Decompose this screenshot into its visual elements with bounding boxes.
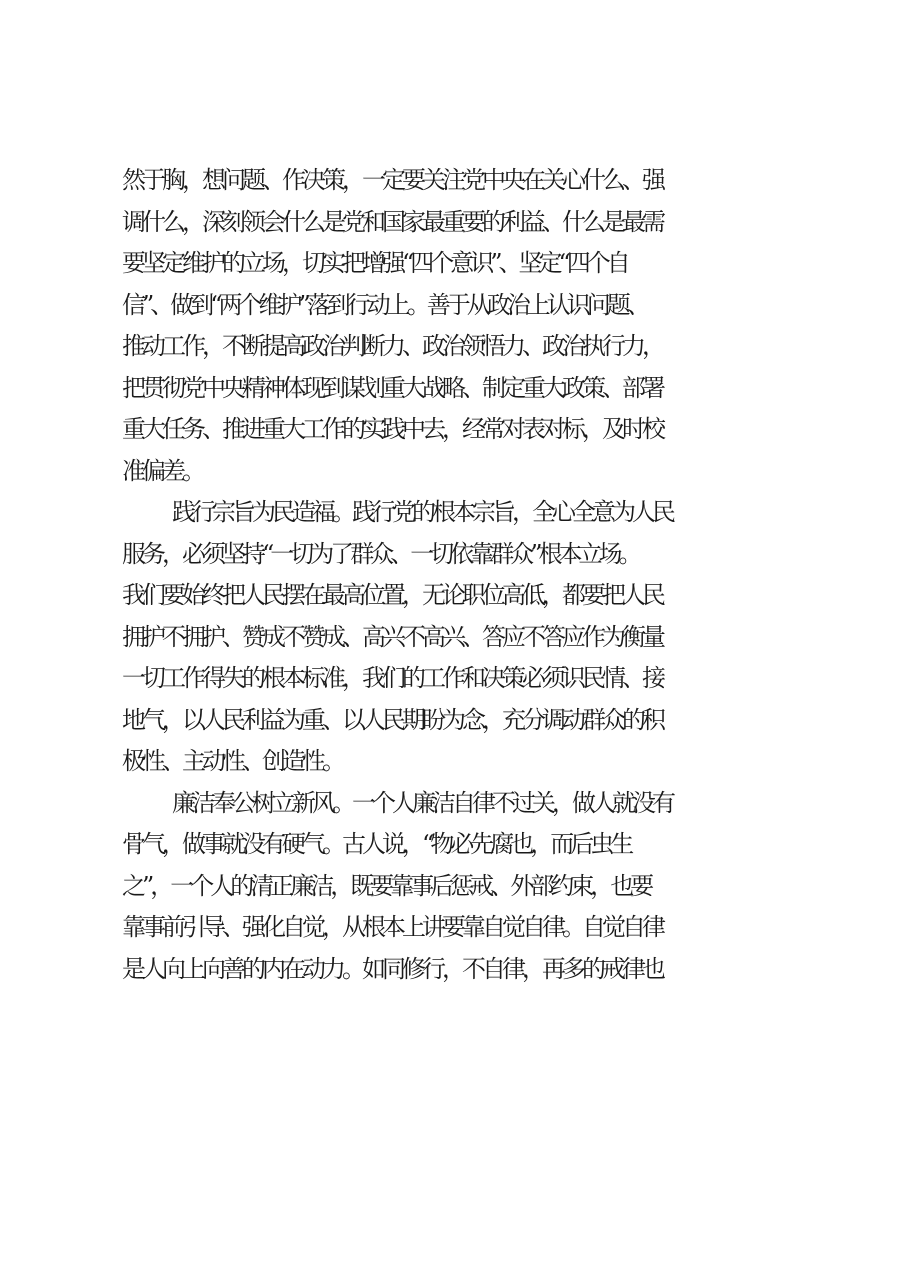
text-line: 把贯彻党中央精神体现到谋划重大战略、制定重大政策、部署: [122, 373, 662, 402]
text-line: 是人向上向善的内在动力。如同修行，不自律，再多的戒律也: [122, 954, 662, 983]
document-body: [122, 160, 822, 990]
text-line: 要坚定维护的立场，切实把增强“四个意识”、坚定“四个自: [122, 249, 627, 277]
text-line: 我们要始终把人民摆在最高位置，无论职位高低，都要把人民: [122, 581, 662, 609]
text-line: 一切工作得失的根本标准，我们的工作和决策必须识民情、接: [122, 664, 662, 692]
text-line: 廉洁奉公树立新风。一个人廉洁自律不过关，做人就没有: [172, 788, 672, 817]
text-line: 然于胸，想问题、作决策，一定要关注党中央在关心什么、强: [122, 166, 662, 194]
text-line: 重大任务、推进重大工作的实践中去，经常对表对标，及时校: [122, 415, 662, 443]
text-line: 推动工作，不断提高政治判断力、政治领悟力、政治执行力，: [122, 332, 662, 360]
text-line: 极性、主动性、创造性。: [122, 747, 342, 775]
text-line: 服务，必须坚持“一切为了群众、一切依靠群众”根本立场。: [122, 539, 639, 568]
text-line: 信”、做到“两个维护”落到行动上。善于从政治上认识问题、: [122, 290, 647, 319]
text-line: 地气，以人民利益为重、以人民期盼为念，充分调动群众的积: [122, 705, 662, 734]
text-line: 践行宗旨为民造福。践行党的根本宗旨，全心全意为人民: [172, 498, 672, 526]
text-line: 拥护不拥护、赞成不赞成、高兴不高兴、答应不答应作为衡量: [122, 622, 662, 651]
text-line: 准偏差。: [122, 456, 202, 485]
text-line: 靠事前引导、强化自觉，从根本上讲要靠自觉自律。自觉自律: [122, 913, 662, 941]
text-line: 之”，一个人的清正廉洁，既要靠事后惩戒、外部约束，也要: [122, 871, 651, 900]
text-line: 调什么，深刻领会什么是党和国家最重要的利益、什么是最需: [122, 207, 662, 236]
text-line: 骨气，做事就没有硬气。古人说，“物必先腐也，而后虫生: [122, 830, 631, 858]
